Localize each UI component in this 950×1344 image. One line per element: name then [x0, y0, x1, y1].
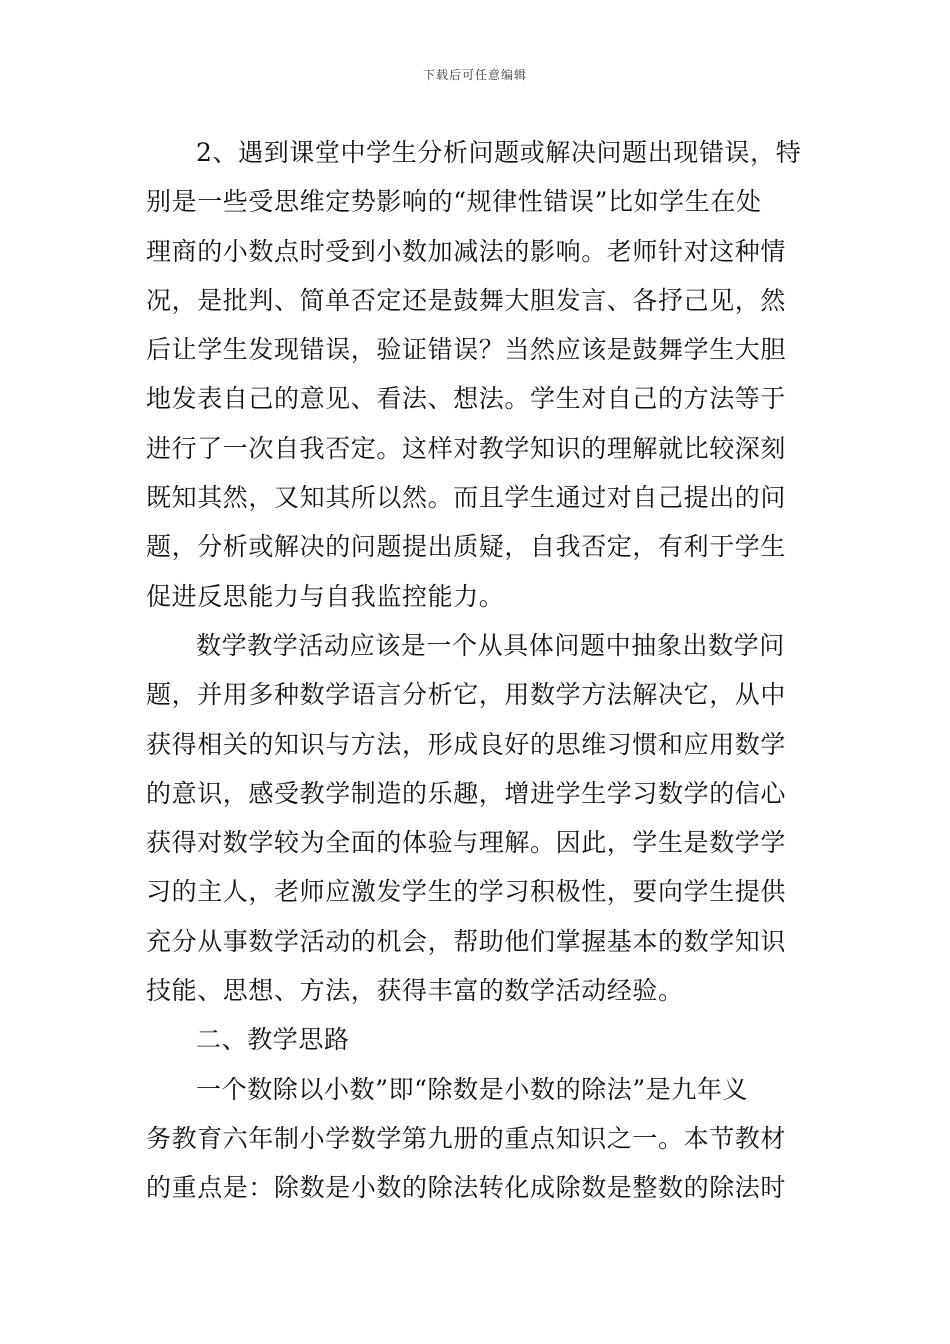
text-line: 2、遇到课堂中学生分析问题或解决问题出现错误，特: [196, 138, 802, 167]
text-line: 既知其然，又知其所以然。而且学生通过对自己提出的问: [146, 483, 787, 513]
text-line: 题，并用多种数学语言分析它，用数学方法解决它，从中: [146, 680, 787, 710]
text-line: 别是一些受思维定势影响的“规律性错误”比如学生在处: [146, 187, 762, 217]
text-line: 理商的小数点时受到小数加减法的影响。老师针对这种情: [146, 236, 787, 266]
text-line: 务教育六年制小学数学第九册的重点知识之一。本节教材: [146, 1123, 787, 1153]
text-line: 一个数除以小数”即“除数是小数的除法”是九年义: [196, 1074, 749, 1104]
text-line: 获得相关的知识与方法，形成良好的思维习惯和应用数学: [146, 729, 787, 759]
text-line: 获得对数学较为全面的体验与理解。因此，学生是数学学: [146, 828, 787, 858]
text-line: 的重点是：除数是小数的除法转化成除数是整数的除法时: [146, 1173, 787, 1203]
text-line: 题，分析或解决的问题提出质疑，自我否定，有利于学生: [146, 532, 787, 562]
text-line: 数学教学活动应该是一个从具体问题中抽象出数学问: [196, 630, 785, 660]
text-line: 技能、思想、方法，获得丰富的数学活动经验。: [146, 976, 684, 1006]
text-line: 促进反思能力与自我监控能力。: [146, 581, 505, 611]
header-note: 下载后可任意编辑: [422, 68, 527, 82]
text-line: 进行了一次自我否定。这样对教学知识的理解就比较深刻: [146, 433, 787, 463]
text-line: 习的主人，老师应激发学生的学习积极性，要向学生提供: [146, 877, 787, 907]
text-line: 后让学生发现错误，验证错误？当然应该是鼓舞学生大胆: [146, 335, 787, 365]
text-line: 充分从事数学活动的机会，帮助他们掌握基本的数学知识: [146, 926, 787, 956]
section-heading: 二、教学思路: [196, 1025, 350, 1055]
body-text: [146, 128, 806, 1213]
text-line: 况，是批判、简单否定还是鼓舞大胆发言、各抒己见，然: [146, 285, 787, 315]
text-line: 的意识，感受教学制造的乐趣，增进学生学习数学的信心: [146, 778, 787, 808]
text-line: 地发表自己的意见、看法、想法。学生对自己的方法等于: [146, 384, 787, 414]
